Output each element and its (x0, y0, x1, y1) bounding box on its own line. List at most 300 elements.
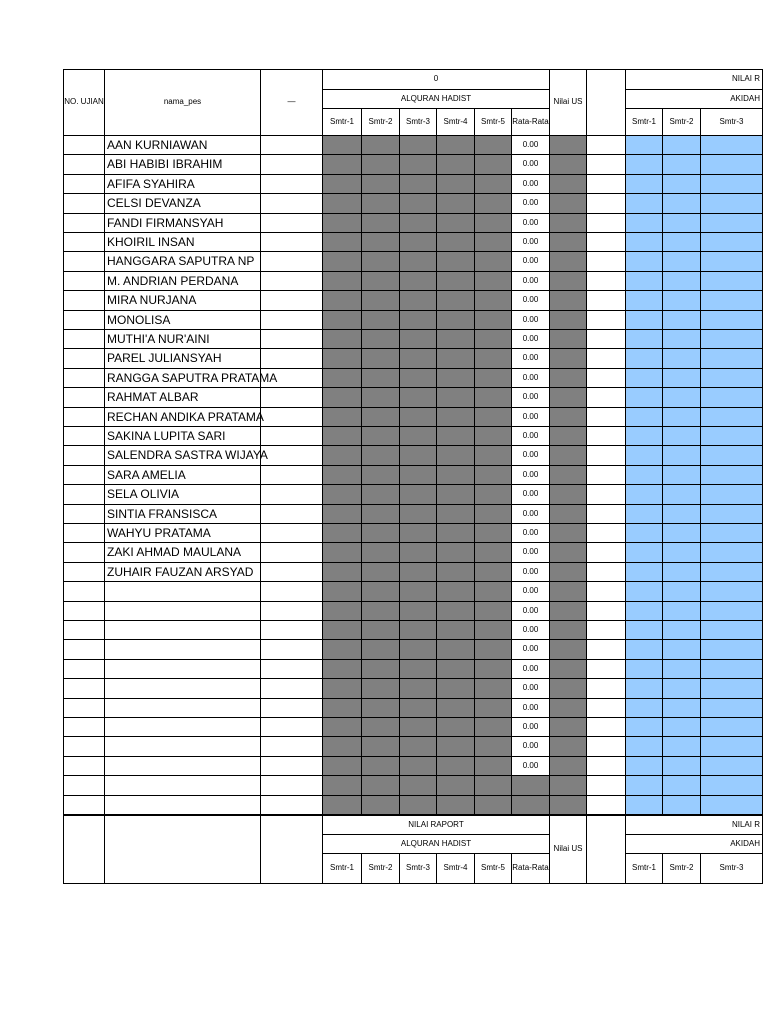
nilai-us-cell[interactable] (550, 602, 587, 621)
akidah-score-cell[interactable] (626, 408, 663, 427)
semester-score-cell[interactable] (400, 737, 437, 757)
no-ujian-cell[interactable] (63, 233, 105, 252)
akidah-score-cell[interactable] (626, 136, 663, 155)
semester-score-cell[interactable] (475, 155, 512, 175)
akidah-score-cell[interactable] (701, 737, 763, 757)
semester-score-cell[interactable] (475, 311, 512, 330)
akidah-score-cell[interactable] (626, 602, 663, 621)
semester-score-cell[interactable] (437, 408, 475, 427)
akidah-score-cell[interactable] (626, 679, 663, 699)
semester-score-cell[interactable] (437, 233, 475, 252)
semester-score-cell[interactable] (400, 699, 437, 718)
semester-score-cell[interactable] (323, 563, 362, 582)
student-name[interactable] (105, 388, 261, 408)
blank-cell[interactable] (261, 136, 323, 155)
no-ujian-cell[interactable] (63, 408, 105, 427)
semester-score-cell[interactable] (400, 369, 437, 388)
semester-score-cell[interactable] (437, 737, 475, 757)
akidah-score-cell[interactable] (701, 427, 763, 446)
student-name[interactable] (105, 563, 261, 582)
akidah-score-cell[interactable] (663, 272, 701, 291)
no-ujian-cell[interactable] (63, 155, 105, 175)
semester-score-cell[interactable] (475, 737, 512, 757)
akidah-score-cell[interactable] (626, 427, 663, 446)
semester-score-cell[interactable] (437, 602, 475, 621)
semester-score-cell[interactable] (475, 427, 512, 446)
akidah-score-cell[interactable] (626, 563, 663, 582)
nilai-us-cell[interactable] (550, 330, 587, 349)
student-name[interactable] (105, 796, 261, 815)
nilai-us-cell[interactable] (550, 446, 587, 466)
semester-score-cell[interactable] (323, 466, 362, 485)
semester-score-cell[interactable] (323, 737, 362, 757)
blank-cell[interactable] (261, 602, 323, 621)
semester-score-cell[interactable] (475, 563, 512, 582)
semester-score-cell[interactable] (362, 330, 400, 349)
semester-score-cell[interactable] (400, 155, 437, 175)
semester-score-cell[interactable] (362, 408, 400, 427)
akidah-score-cell[interactable] (663, 699, 701, 718)
semester-score-cell[interactable] (362, 718, 400, 737)
nilai-us-cell[interactable] (550, 640, 587, 660)
semester-score-cell[interactable] (437, 291, 475, 311)
semester-score-cell[interactable] (323, 757, 362, 776)
blank-cell[interactable] (261, 776, 323, 796)
nilai-us-cell[interactable] (550, 369, 587, 388)
blank-cell[interactable] (261, 214, 323, 233)
akidah-score-cell[interactable] (701, 660, 763, 679)
akidah-score-cell[interactable] (701, 136, 763, 155)
no-ujian-cell[interactable] (63, 679, 105, 699)
akidah-score-cell[interactable] (626, 349, 663, 369)
semester-score-cell[interactable] (475, 699, 512, 718)
semester-score-cell[interactable] (323, 699, 362, 718)
semester-score-cell[interactable] (400, 485, 437, 505)
akidah-score-cell[interactable] (626, 757, 663, 776)
semester-score-cell[interactable] (437, 427, 475, 446)
blank-cell[interactable] (261, 175, 323, 194)
semester-score-cell[interactable] (437, 485, 475, 505)
nilai-us-cell[interactable] (550, 408, 587, 427)
semester-score-cell[interactable] (437, 505, 475, 524)
no-ujian-cell[interactable] (63, 291, 105, 311)
semester-score-cell[interactable] (362, 194, 400, 214)
no-ujian-cell[interactable] (63, 349, 105, 369)
semester-score-cell[interactable] (475, 640, 512, 660)
semester-score-cell[interactable] (400, 349, 437, 369)
semester-score-cell[interactable] (437, 679, 475, 699)
nilai-us-cell[interactable] (550, 524, 587, 543)
semester-score-cell[interactable] (400, 388, 437, 408)
semester-score-cell[interactable] (323, 446, 362, 466)
blank-cell[interactable] (261, 796, 323, 815)
semester-score-cell[interactable] (400, 427, 437, 446)
blank-cell[interactable] (261, 272, 323, 291)
no-ujian-cell[interactable] (63, 718, 105, 737)
semester-score-cell[interactable] (362, 737, 400, 757)
semester-score-cell[interactable] (475, 466, 512, 485)
akidah-score-cell[interactable] (663, 369, 701, 388)
semester-score-cell[interactable] (362, 679, 400, 699)
akidah-score-cell[interactable] (663, 233, 701, 252)
no-ujian-cell[interactable] (63, 660, 105, 679)
semester-score-cell[interactable] (437, 330, 475, 349)
akidah-score-cell[interactable] (701, 194, 763, 214)
semester-score-cell[interactable] (400, 679, 437, 699)
no-ujian-cell[interactable] (63, 699, 105, 718)
semester-score-cell[interactable] (475, 524, 512, 543)
semester-score-cell[interactable] (400, 640, 437, 660)
semester-score-cell[interactable] (437, 252, 475, 272)
no-ujian-cell[interactable] (63, 543, 105, 563)
semester-score-cell[interactable] (362, 640, 400, 660)
semester-score-cell[interactable] (323, 369, 362, 388)
akidah-score-cell[interactable] (663, 621, 701, 640)
semester-score-cell[interactable] (400, 524, 437, 543)
akidah-score-cell[interactable] (626, 582, 663, 602)
akidah-score-cell[interactable] (626, 388, 663, 408)
semester-score-cell[interactable] (323, 194, 362, 214)
akidah-score-cell[interactable] (663, 408, 701, 427)
blank-cell[interactable] (261, 427, 323, 446)
semester-score-cell[interactable] (400, 543, 437, 563)
semester-score-cell[interactable] (323, 796, 362, 815)
akidah-score-cell[interactable] (663, 660, 701, 679)
semester-score-cell[interactable] (323, 505, 362, 524)
semester-score-cell[interactable] (437, 272, 475, 291)
student-name[interactable] (105, 660, 261, 679)
akidah-score-cell[interactable] (626, 194, 663, 214)
nilai-us-cell[interactable] (550, 485, 587, 505)
semester-score-cell[interactable] (362, 524, 400, 543)
student-name[interactable] (105, 369, 278, 388)
blank-cell[interactable] (261, 524, 323, 543)
semester-score-cell[interactable] (400, 505, 437, 524)
semester-score-cell[interactable] (437, 466, 475, 485)
no-ujian-cell[interactable] (63, 330, 105, 349)
akidah-score-cell[interactable] (626, 718, 663, 737)
semester-score-cell[interactable] (400, 214, 437, 233)
semester-score-cell[interactable] (475, 136, 512, 155)
no-ujian-cell[interactable] (63, 737, 105, 757)
no-ujian-cell[interactable] (63, 640, 105, 660)
semester-score-cell[interactable] (323, 388, 362, 408)
semester-score-cell[interactable] (362, 757, 400, 776)
student-name[interactable] (105, 582, 261, 602)
akidah-score-cell[interactable] (626, 524, 663, 543)
student-name[interactable] (105, 233, 261, 252)
nilai-us-cell[interactable] (550, 699, 587, 718)
no-ujian-cell[interactable] (63, 466, 105, 485)
no-ujian-cell[interactable] (63, 621, 105, 640)
nilai-us-cell[interactable] (550, 737, 587, 757)
semester-score-cell[interactable] (475, 194, 512, 214)
akidah-score-cell[interactable] (701, 214, 763, 233)
semester-score-cell[interactable] (475, 291, 512, 311)
no-ujian-cell[interactable] (63, 272, 105, 291)
student-name[interactable] (105, 466, 261, 485)
no-ujian-cell[interactable] (63, 446, 105, 466)
akidah-score-cell[interactable] (663, 136, 701, 155)
student-name[interactable] (105, 136, 261, 155)
akidah-score-cell[interactable] (626, 621, 663, 640)
blank-cell[interactable] (261, 640, 323, 660)
semester-score-cell[interactable] (475, 621, 512, 640)
nilai-us-cell[interactable] (550, 427, 587, 446)
akidah-score-cell[interactable] (663, 446, 701, 466)
no-ujian-cell[interactable] (63, 563, 105, 582)
akidah-score-cell[interactable] (626, 796, 663, 815)
student-name[interactable] (105, 311, 261, 330)
akidah-score-cell[interactable] (626, 155, 663, 175)
semester-score-cell[interactable] (323, 291, 362, 311)
semester-score-cell[interactable] (362, 699, 400, 718)
akidah-score-cell[interactable] (701, 408, 763, 427)
semester-score-cell[interactable] (362, 136, 400, 155)
semester-score-cell[interactable] (362, 466, 400, 485)
semester-score-cell[interactable] (475, 718, 512, 737)
akidah-score-cell[interactable] (701, 388, 763, 408)
akidah-score-cell[interactable] (626, 446, 663, 466)
semester-score-cell[interactable] (362, 582, 400, 602)
semester-score-cell[interactable] (362, 175, 400, 194)
akidah-score-cell[interactable] (701, 291, 763, 311)
student-name[interactable] (105, 776, 261, 796)
semester-score-cell[interactable] (400, 776, 437, 796)
blank-cell[interactable] (261, 737, 323, 757)
nilai-us-cell[interactable] (550, 233, 587, 252)
akidah-score-cell[interactable] (663, 640, 701, 660)
akidah-score-cell[interactable] (663, 524, 701, 543)
akidah-score-cell[interactable] (701, 252, 763, 272)
akidah-score-cell[interactable] (626, 543, 663, 563)
semester-score-cell[interactable] (362, 660, 400, 679)
semester-score-cell[interactable] (437, 660, 475, 679)
akidah-score-cell[interactable] (701, 796, 763, 815)
akidah-score-cell[interactable] (701, 582, 763, 602)
student-name[interactable] (105, 737, 261, 757)
student-name[interactable] (105, 699, 261, 718)
semester-score-cell[interactable] (323, 718, 362, 737)
akidah-score-cell[interactable] (701, 524, 763, 543)
akidah-score-cell[interactable] (626, 291, 663, 311)
semester-score-cell[interactable] (323, 543, 362, 563)
student-name[interactable] (105, 330, 261, 349)
blank-cell[interactable] (261, 718, 323, 737)
semester-score-cell[interactable] (437, 349, 475, 369)
akidah-score-cell[interactable] (701, 311, 763, 330)
student-name[interactable] (105, 175, 261, 194)
semester-score-cell[interactable] (323, 175, 362, 194)
semester-score-cell[interactable] (400, 446, 437, 466)
semester-score-cell[interactable] (475, 582, 512, 602)
nilai-us-cell[interactable] (550, 272, 587, 291)
blank-cell[interactable] (261, 349, 323, 369)
akidah-score-cell[interactable] (663, 563, 701, 582)
blank-cell[interactable] (261, 757, 323, 776)
nilai-us-cell[interactable] (550, 660, 587, 679)
semester-score-cell[interactable] (437, 776, 475, 796)
blank-cell[interactable] (261, 194, 323, 214)
akidah-score-cell[interactable] (626, 485, 663, 505)
semester-score-cell[interactable] (362, 369, 400, 388)
semester-score-cell[interactable] (323, 640, 362, 660)
semester-score-cell[interactable] (475, 505, 512, 524)
semester-score-cell[interactable] (362, 563, 400, 582)
student-name[interactable] (105, 602, 261, 621)
student-name[interactable] (105, 214, 261, 233)
akidah-score-cell[interactable] (701, 699, 763, 718)
semester-score-cell[interactable] (400, 621, 437, 640)
semester-score-cell[interactable] (323, 233, 362, 252)
akidah-score-cell[interactable] (701, 466, 763, 485)
semester-score-cell[interactable] (323, 349, 362, 369)
semester-score-cell[interactable] (437, 757, 475, 776)
semester-score-cell[interactable] (323, 214, 362, 233)
semester-score-cell[interactable] (400, 311, 437, 330)
semester-score-cell[interactable] (437, 543, 475, 563)
semester-score-cell[interactable] (400, 582, 437, 602)
akidah-score-cell[interactable] (663, 602, 701, 621)
semester-score-cell[interactable] (437, 369, 475, 388)
semester-score-cell[interactable] (323, 252, 362, 272)
akidah-score-cell[interactable] (663, 737, 701, 757)
semester-score-cell[interactable] (437, 582, 475, 602)
blank-cell[interactable] (261, 252, 323, 272)
akidah-score-cell[interactable] (626, 233, 663, 252)
semester-score-cell[interactable] (475, 388, 512, 408)
no-ujian-cell[interactable] (63, 757, 105, 776)
semester-score-cell[interactable] (400, 175, 437, 194)
semester-score-cell[interactable] (323, 524, 362, 543)
student-name[interactable] (105, 524, 261, 543)
blank-cell[interactable] (261, 233, 323, 252)
semester-score-cell[interactable] (475, 485, 512, 505)
semester-score-cell[interactable] (362, 427, 400, 446)
student-name[interactable] (105, 621, 261, 640)
student-name[interactable] (105, 291, 261, 311)
semester-score-cell[interactable] (323, 330, 362, 349)
akidah-score-cell[interactable] (626, 699, 663, 718)
nilai-us-cell[interactable] (550, 543, 587, 563)
akidah-score-cell[interactable] (701, 175, 763, 194)
semester-score-cell[interactable] (475, 446, 512, 466)
semester-score-cell[interactable] (437, 388, 475, 408)
no-ujian-cell[interactable] (63, 194, 105, 214)
semester-score-cell[interactable] (437, 796, 475, 815)
semester-score-cell[interactable] (323, 621, 362, 640)
semester-score-cell[interactable] (323, 679, 362, 699)
blank-cell[interactable] (261, 699, 323, 718)
semester-score-cell[interactable] (475, 757, 512, 776)
semester-score-cell[interactable] (475, 272, 512, 291)
semester-score-cell[interactable] (437, 524, 475, 543)
akidah-score-cell[interactable] (701, 505, 763, 524)
blank-cell[interactable] (261, 485, 323, 505)
nilai-us-cell[interactable] (550, 311, 587, 330)
akidah-score-cell[interactable] (701, 718, 763, 737)
semester-score-cell[interactable] (400, 330, 437, 349)
semester-score-cell[interactable] (437, 621, 475, 640)
blank-cell[interactable] (261, 330, 323, 349)
semester-score-cell[interactable] (362, 796, 400, 815)
semester-score-cell[interactable] (437, 718, 475, 737)
semester-score-cell[interactable] (323, 602, 362, 621)
nilai-us-cell[interactable] (550, 388, 587, 408)
semester-score-cell[interactable] (362, 776, 400, 796)
akidah-score-cell[interactable] (626, 214, 663, 233)
akidah-score-cell[interactable] (701, 757, 763, 776)
akidah-score-cell[interactable] (701, 679, 763, 699)
semester-score-cell[interactable] (362, 543, 400, 563)
semester-score-cell[interactable] (437, 640, 475, 660)
semester-score-cell[interactable] (475, 602, 512, 621)
semester-score-cell[interactable] (475, 252, 512, 272)
akidah-score-cell[interactable] (701, 602, 763, 621)
semester-score-cell[interactable] (400, 718, 437, 737)
no-ujian-cell[interactable] (63, 369, 105, 388)
no-ujian-cell[interactable] (63, 524, 105, 543)
akidah-score-cell[interactable] (626, 252, 663, 272)
semester-score-cell[interactable] (400, 660, 437, 679)
nilai-us-cell[interactable] (550, 136, 587, 155)
nilai-us-cell[interactable] (550, 505, 587, 524)
semester-score-cell[interactable] (362, 291, 400, 311)
nilai-us-cell[interactable] (550, 291, 587, 311)
student-name[interactable] (105, 485, 261, 505)
nilai-us-cell[interactable] (550, 155, 587, 175)
akidah-score-cell[interactable] (626, 175, 663, 194)
blank-cell[interactable] (261, 563, 323, 582)
semester-score-cell[interactable] (437, 155, 475, 175)
student-name[interactable] (105, 272, 261, 291)
nilai-us-cell[interactable] (550, 621, 587, 640)
semester-score-cell[interactable] (475, 349, 512, 369)
nilai-us-cell[interactable] (550, 796, 587, 815)
nilai-us-cell[interactable] (550, 679, 587, 699)
semester-score-cell[interactable] (362, 349, 400, 369)
akidah-score-cell[interactable] (663, 505, 701, 524)
no-ujian-cell[interactable] (63, 214, 105, 233)
blank-cell[interactable] (261, 155, 323, 175)
semester-score-cell[interactable] (437, 311, 475, 330)
blank-cell[interactable] (261, 505, 323, 524)
semester-score-cell[interactable] (400, 272, 437, 291)
akidah-score-cell[interactable] (626, 330, 663, 349)
nilai-us-cell[interactable] (550, 466, 587, 485)
akidah-score-cell[interactable] (701, 563, 763, 582)
semester-score-cell[interactable] (400, 602, 437, 621)
blank-cell[interactable] (261, 311, 323, 330)
no-ujian-cell[interactable] (63, 485, 105, 505)
semester-score-cell[interactable] (437, 699, 475, 718)
akidah-score-cell[interactable] (626, 466, 663, 485)
student-name[interactable] (105, 640, 261, 660)
semester-score-cell[interactable] (475, 660, 512, 679)
semester-score-cell[interactable] (475, 233, 512, 252)
semester-score-cell[interactable] (475, 408, 512, 427)
semester-score-cell[interactable] (362, 252, 400, 272)
semester-score-cell[interactable] (323, 776, 362, 796)
blank-cell[interactable] (261, 660, 323, 679)
blank-cell[interactable] (261, 291, 323, 311)
akidah-score-cell[interactable] (701, 155, 763, 175)
akidah-score-cell[interactable] (663, 349, 701, 369)
blank-cell[interactable] (261, 466, 323, 485)
semester-score-cell[interactable] (400, 466, 437, 485)
semester-score-cell[interactable] (323, 272, 362, 291)
akidah-score-cell[interactable] (663, 485, 701, 505)
